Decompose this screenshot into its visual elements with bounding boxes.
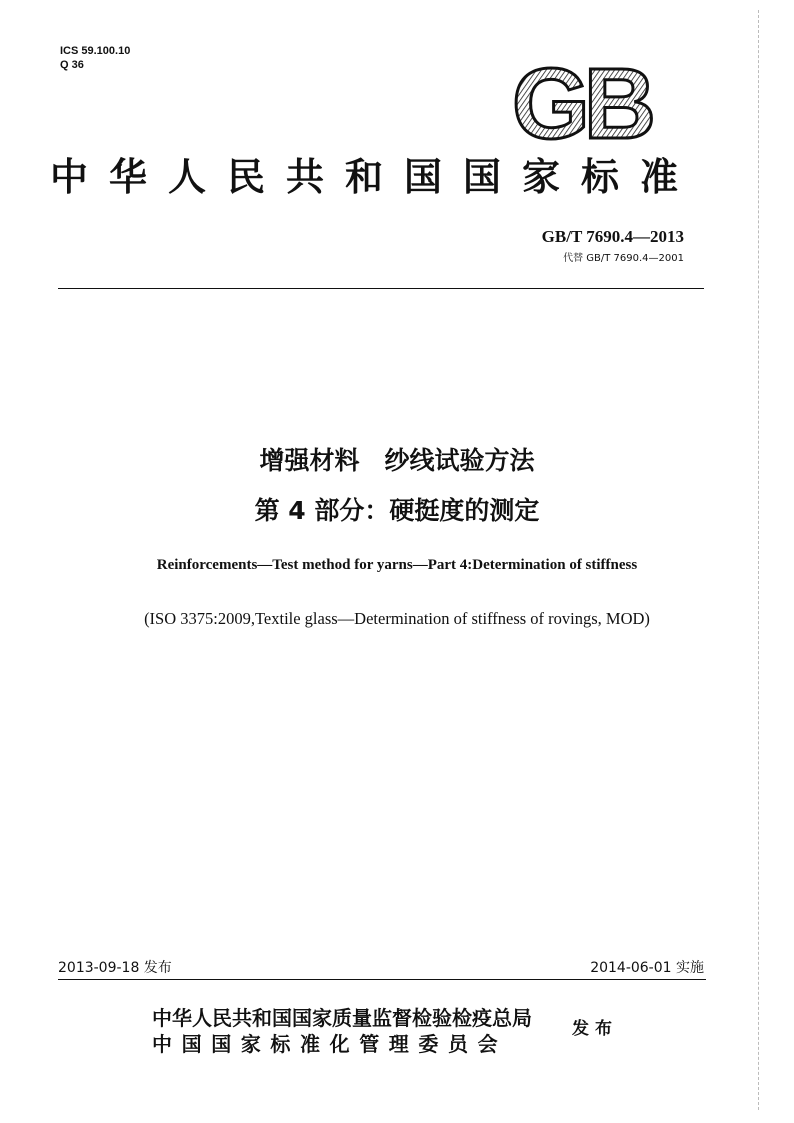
scan-edge-line [758,10,759,1110]
issue-date: 2013-09-18 发布 [58,960,172,976]
publish-label: 发布 [572,1019,618,1039]
classification-codes [60,44,130,72]
footer-divider [58,979,706,980]
english-title: Reinforcements—Test method for yarns—Part 4:Determination of stiffness [156,557,638,573]
header-divider [58,288,704,289]
issuer-sac: 中国国家标准化管理委员会 [152,1032,508,1056]
iso-reference: (ISO 3375:2009,Textile glass—Determination of stiffness of rovings, MOD) [144,609,650,628]
ics-code: ICS 59.100.10 [60,45,131,57]
implementation-date: 2014-06-01 实施 [590,960,704,976]
ccs-code: Q 36 [60,59,84,71]
gb-logo-text: GB [512,50,650,160]
national-standard-title: 中华人民共和国国家标准 [50,155,700,199]
chinese-title-line2: 第 4 部分：硬挺度的测定 [254,496,540,525]
chinese-title-line1: 增强材料 纱线试验方法 [259,446,535,475]
issuer-aqsiq: 中华人民共和国国家质量监督检验检疫总局 [152,1006,532,1030]
standard-number: GB/T 7690.4—2013 [541,227,684,246]
replaces-standard: 代替 GB/T 7690.4—2001 [563,253,684,264]
gb-logo-icon [506,50,656,160]
